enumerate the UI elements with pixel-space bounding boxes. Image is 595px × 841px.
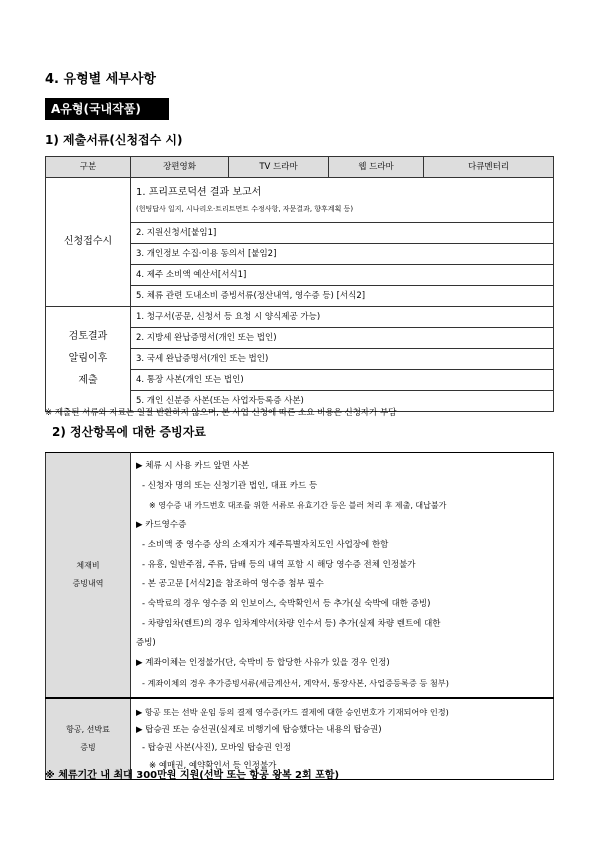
subsection-title-evidence: 2) 정산항목에 대한 증빙자료: [52, 425, 206, 439]
evidence-label-stay: 체재비 증빙내역: [46, 453, 131, 699]
evidence-label-transport: 항공, 선박료 증빙: [46, 698, 131, 780]
header-feature-film: 장편영화: [131, 157, 229, 178]
document-item: 1. 청구서(공문, 신청서 등 요청 시 양식제공 가능): [131, 307, 554, 328]
header-category: 구분: [46, 157, 131, 178]
group-label-after-review: 검토결과 알림이후 제출: [46, 307, 131, 412]
evidence-row-stay: [46, 453, 554, 699]
group-label-application: 신청접수시: [46, 178, 131, 307]
note-max-support: ※ 체류기간 내 최대 300만원 지원(선박 또는 항공 왕복 2회 포함): [45, 770, 340, 781]
document-item: 1. 프리프로덕션 결과 보고서 (헌팅답사 일지, 시나리오·트리트먼트 수정사항, 자문결과, 향후계획 등): [131, 178, 554, 223]
type-badge: A유형(국내작품): [45, 98, 169, 120]
documents-table-header: [46, 157, 554, 178]
document-item: 2. 지방세 완납증명서(개인 또는 법인): [131, 328, 554, 349]
document-item: 3. 국세 완납증명서(개인 또는 법인): [131, 349, 554, 370]
document-item: 2. 지원신청서[붙임1]: [131, 223, 554, 244]
evidence-content-stay: ▶ 체류 시 사용 카드 앞면 사본 - 신청자 명의 또는 신청기관 법인, 대표 카드 등 ※ 영수증 내 카드번호 대조를 위한 서류로 유효기간 등은 블러 처리 후 제출, 대납불가 ▶ 카드영수증 - 소비액 중 영수증 상의 소재지가 제주특별자치도인 사업장에 한함 - 유흥, 일반주점, 주류, 담배 등의 내역 포함 시 해당 영수증 전체 인정불가 - 본 공고문 [서식2]을 참조하여 영수증 첨부 필수 - 숙박료의 경우 영수증 외 인보이스, 숙박확인서 등 추가(실 숙박에 대한 증빙) - 차량임차(렌트)의 경우 임차계약서(차량 인수서 등) 추가(실제 차량 렌트에 대한 증빙) ▶ 계좌이체는 인정불가(단, 숙박비 등 합당한 사유가 있을 경우 인정) - 계좌이체의 경우 추가증빙서류(세금계산서, 계약서, 통장사본, 사업증등록증 등 첨부): [131, 453, 554, 699]
document-item: 4. 제주 소비액 예산서[서식1]: [131, 265, 554, 286]
header-web-drama: 웹 드라마: [329, 157, 424, 178]
section-title: 4. 유형별 세부사항: [45, 72, 156, 87]
document-item: 3. 개인정보 수집·이용 동의서 [붙임2]: [131, 244, 554, 265]
header-documentary: 다큐멘터리: [424, 157, 554, 178]
documents-table: [45, 156, 554, 412]
evidence-table: [45, 452, 554, 780]
document-item: 5. 개인 신분증 사본(또는 사업자등록증 사본): [131, 391, 554, 412]
header-tv-drama: TV 드라마: [229, 157, 329, 178]
subsection-title-documents: 1) 제출서류(신청접수 시): [45, 133, 183, 147]
evidence-content-transport: ▶ 항공 또는 선박 운임 등의 결제 영수증(카드 결제에 대한 승인번호가 기재되어야 인정) ▶ 탑승권 또는 승선권(실제로 비행기에 탑승했다는 내용의 탑승권) - 탑승권 사본(사진), 모바일 탑승권 인정 ※ 예매권, 예약확인서 등 인정불가: [131, 698, 554, 780]
document-item: 4. 통장 사본(개인 또는 법인): [131, 370, 554, 391]
document-item: 5. 체류 관련 도내소비 증빙서류(정산내역, 영수증 등) [서식2]: [131, 286, 554, 307]
note-return-policy: ※ 제출된 서류와 자료는 일절 반환하지 않으며, 본 사업 신청에 따른 소요 비용은 신청자가 부담: [45, 408, 397, 418]
